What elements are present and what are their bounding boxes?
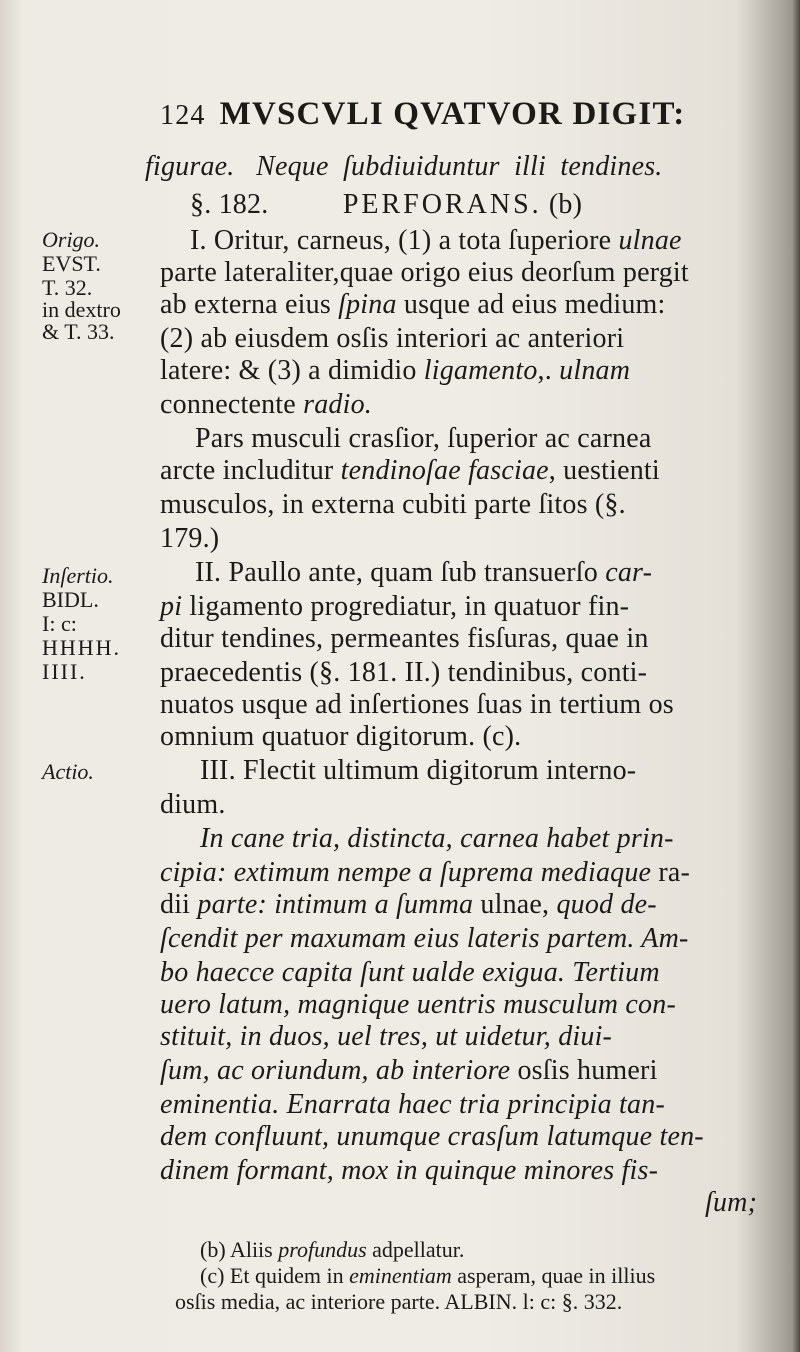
text-run: car- [605,557,653,588]
text-run: usque ad eius medium: [403,289,666,320]
text-line: In cane tria, distincta, carnea habet prin- [200,823,674,854]
text-line: ditur tendines, permeantes fisſuras, quae in [160,623,649,654]
catchword: ſum; [705,1187,758,1218]
text-run: connectente [160,389,296,420]
text-run: radio. [303,389,372,420]
text-line [160,354,630,388]
text-run: ulnae, [480,889,550,920]
text-run: ulnae [618,225,682,256]
text-run: ab externa eius [160,289,331,320]
margin-line: & T. 33. [42,319,115,344]
text-run: arcte includitur [160,455,334,486]
margin-line: I: c: [42,611,77,636]
word: tendines. [560,151,663,182]
text-run: que [610,857,652,888]
text-line: uero latum, magnique uentris musculum con- [160,989,676,1020]
text-run: ulnam [559,355,631,386]
text-line [160,454,660,488]
word: illi [514,151,546,182]
text-run: dii [160,889,191,920]
text-line [190,224,682,258]
text-run: tendinoſae fasciae [340,455,549,486]
text-line: stituit, in duos, uel tres, ut uidetur, diui- [160,1021,613,1052]
text-line: eminentia. Enarrata haec tria principia tan- [160,1089,665,1120]
text-line [160,1054,658,1088]
section-heading [190,188,582,222]
word: ſubdiuiduntur [343,151,500,182]
text-run: quod de- [556,889,657,920]
text-run: , uestienti [548,455,660,486]
margin-line: in dextro [42,297,121,322]
section-title: PERFORANS. [342,189,542,220]
margin-line: IIII. [42,659,87,684]
text-line: praecedentis (§. 181. II.) tendinibus, conti- [160,657,648,688]
text-run: adpellatur. [372,1237,465,1262]
text-line: (2) ab eiusdem osſis interiori ac anteriori [160,323,625,354]
text-line [145,150,720,184]
text-run: osſis humeri [517,1055,658,1086]
margin-line: Origo. [42,227,101,252]
text-line: omnium quatuor digitorum. (c). [160,721,522,752]
text-line: musculos, in externa cubiti parte ſitos (§. [160,489,626,520]
footnote-b [200,1236,464,1264]
text-line: dinem formant, mox in quinque minores fis- [160,1155,659,1186]
text-run: ſum, ac oriundum, ab interiore [160,1055,511,1086]
text-line [160,856,690,890]
text-run: II. Paullo ante, quam ſub transuerſo [195,557,598,588]
page-number: 124 [160,100,206,131]
text-run: eminentiam [349,1263,452,1288]
section-note-ref: (b) [548,189,583,220]
text-line: Pars musculi crasſior, ſuperior ac carnea [195,423,652,454]
text-line: ſcendit per maxumam eius lateris partem. Am- [160,923,689,954]
text-run: ligamento [423,355,538,386]
margin-note-origo [42,228,121,344]
margin-note-actio: Actio. [42,759,94,784]
text-run: latere: & (3) a dimidio [160,355,417,386]
text-line: III. Flectit ultimum digitorum interno- [200,755,637,786]
text-line: bo haecce capita ſunt ualde exigua. Tertium [160,957,660,988]
text-run: ra- [651,857,691,888]
text-run: ſpina [338,289,397,320]
margin-line: BIDL. [42,587,99,612]
margin-line: Inſertio. [42,563,114,588]
text-line: 179.) [160,523,220,554]
text-run: (b) Aliis [200,1237,273,1262]
margin-line: HHHH. [42,635,122,660]
margin-line: T. 32. [42,275,93,300]
text-run: parte: intimum a ſumma [197,889,474,920]
running-head [160,96,685,133]
text-line [160,288,666,322]
text-line: dium. [160,789,226,820]
running-title: MVSCVLI QVATVOR DIGIT: [219,96,686,132]
text-run: (c) Et quidem in [200,1263,344,1288]
text-line: nuatos usque ad inſertiones ſuas in tertium os [160,689,674,720]
text-line [160,888,657,922]
margin-note-insertio [42,564,121,684]
text-line [160,388,372,422]
margin-line: EVST. [42,251,101,276]
text-line: dem confluunt, unumque crasſum latumque ten- [160,1121,704,1152]
text-line: parte lateraliter,quae origo eius deorſum pergit [160,257,689,288]
word: Neque [256,151,329,182]
word: figurae. [145,151,235,182]
text-line [160,590,629,624]
text-run: ligamento progrediatur, in quatuor fin- [189,591,630,622]
text-run: cipia: extimum nempe a ſuprema media [160,857,611,888]
section-number: §. 182. [190,189,269,220]
text-run: pi [160,591,183,622]
text-run: asperam, quae in illius [457,1263,656,1288]
text-line [195,556,652,590]
text-run: ,. [537,355,560,386]
footnote-c [200,1262,655,1290]
footnote-c-cont: osſis media, ac interiore parte. ALBIN. l: c: §. 332. [175,1289,623,1314]
text-run: profundus [278,1237,367,1262]
text-run: I. Oritur, carneus, (1) a tota ſuperiore [190,225,612,256]
